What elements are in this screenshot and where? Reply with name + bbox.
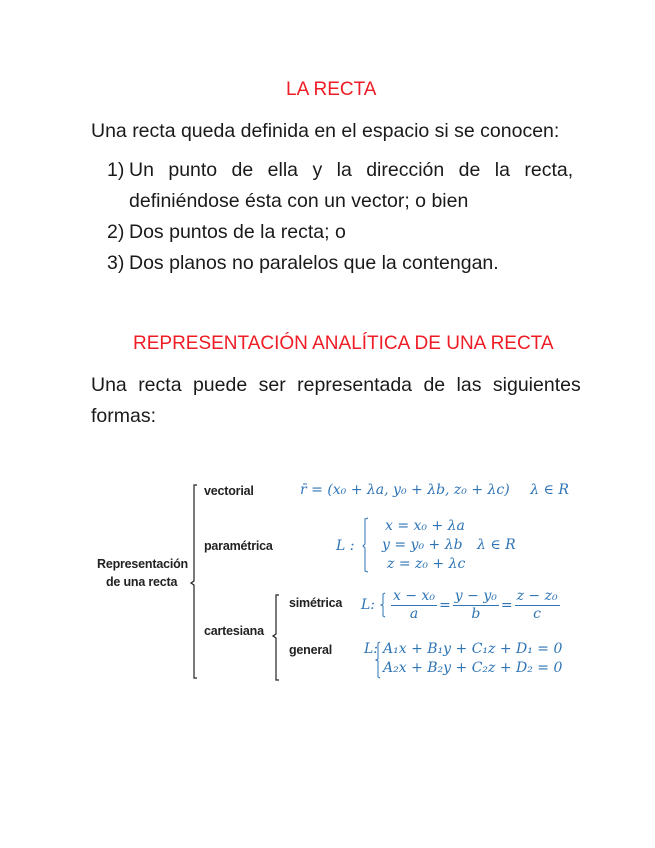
list-number: 3)	[107, 252, 125, 274]
small-brace	[271, 594, 283, 682]
list-item-line: Dos planos no paralelos que la contengan.	[129, 252, 499, 274]
general-brace	[375, 641, 381, 679]
list-item-3	[107, 248, 563, 279]
list-number: 2)	[107, 221, 125, 243]
label-parametrica: paramétrica	[204, 539, 273, 553]
list-item-line: Dos puntos de la recta; o	[129, 221, 346, 243]
general-eq2: A₂x + B₂y + C₂z + D₂ = 0	[383, 660, 563, 676]
intro-text-2-line2: formas:	[91, 405, 157, 427]
label-simetrica: simétrica	[289, 596, 343, 610]
general-eq1: A₁x + B₁y + C₁z + D₁ = 0	[383, 641, 563, 657]
title-representacion-analitica: REPRESENTACIÓN ANALÍTICA DE UNA RECTA	[133, 333, 554, 354]
parametrica-prefix: L :	[336, 538, 355, 554]
list-number: 1)	[107, 159, 125, 181]
formula-vectorial: r̄ = (x₀ + λa, y₀ + λb, z₀ + λc) λ ∈ R	[300, 482, 569, 498]
title-la-recta: LA RECTA	[286, 79, 377, 100]
intro-text-1: Una recta queda definida en el espacio si se conocen:	[91, 120, 560, 142]
parametrica-eq1: x = x₀ + λa	[385, 518, 465, 534]
list-item-2	[107, 217, 563, 248]
parametrica-lambda: λ ∈ R	[477, 537, 516, 553]
label-cartesiana: cartesiana	[204, 624, 264, 638]
parametrica-eq2: y = y₀ + λb	[382, 537, 463, 553]
lambda-domain: λ ∈ R	[530, 482, 569, 498]
list-item-line: Un punto de ella y la dirección de la recta,	[129, 159, 574, 181]
big-brace	[190, 484, 202, 680]
list-item-line: definiéndose ésta con un vector; o bien	[129, 190, 469, 212]
label-general: general	[289, 643, 333, 657]
diagram-root-line1: Representación	[97, 557, 188, 571]
parametrica-brace	[362, 517, 370, 573]
list-item-1	[107, 155, 574, 217]
label-vectorial: vectorial	[204, 484, 254, 498]
intro-text-2-line1: Una recta puede ser representada de las siguientes	[91, 374, 581, 396]
formula-simetrica: $\frac{\text{x − x₀}}{a}$ = $\frac{\text{y − y₀}}{b}$ = $\frac{\text{z − z₀}}{c}$	[393, 588, 558, 622]
general-prefix: L:	[364, 641, 379, 657]
simetrica-brace	[380, 592, 386, 618]
diagram-root-line2: de una recta	[106, 575, 178, 589]
simetrica-prefix: L:	[361, 597, 376, 613]
parametrica-eq3: z = z₀ + λc	[387, 556, 466, 572]
